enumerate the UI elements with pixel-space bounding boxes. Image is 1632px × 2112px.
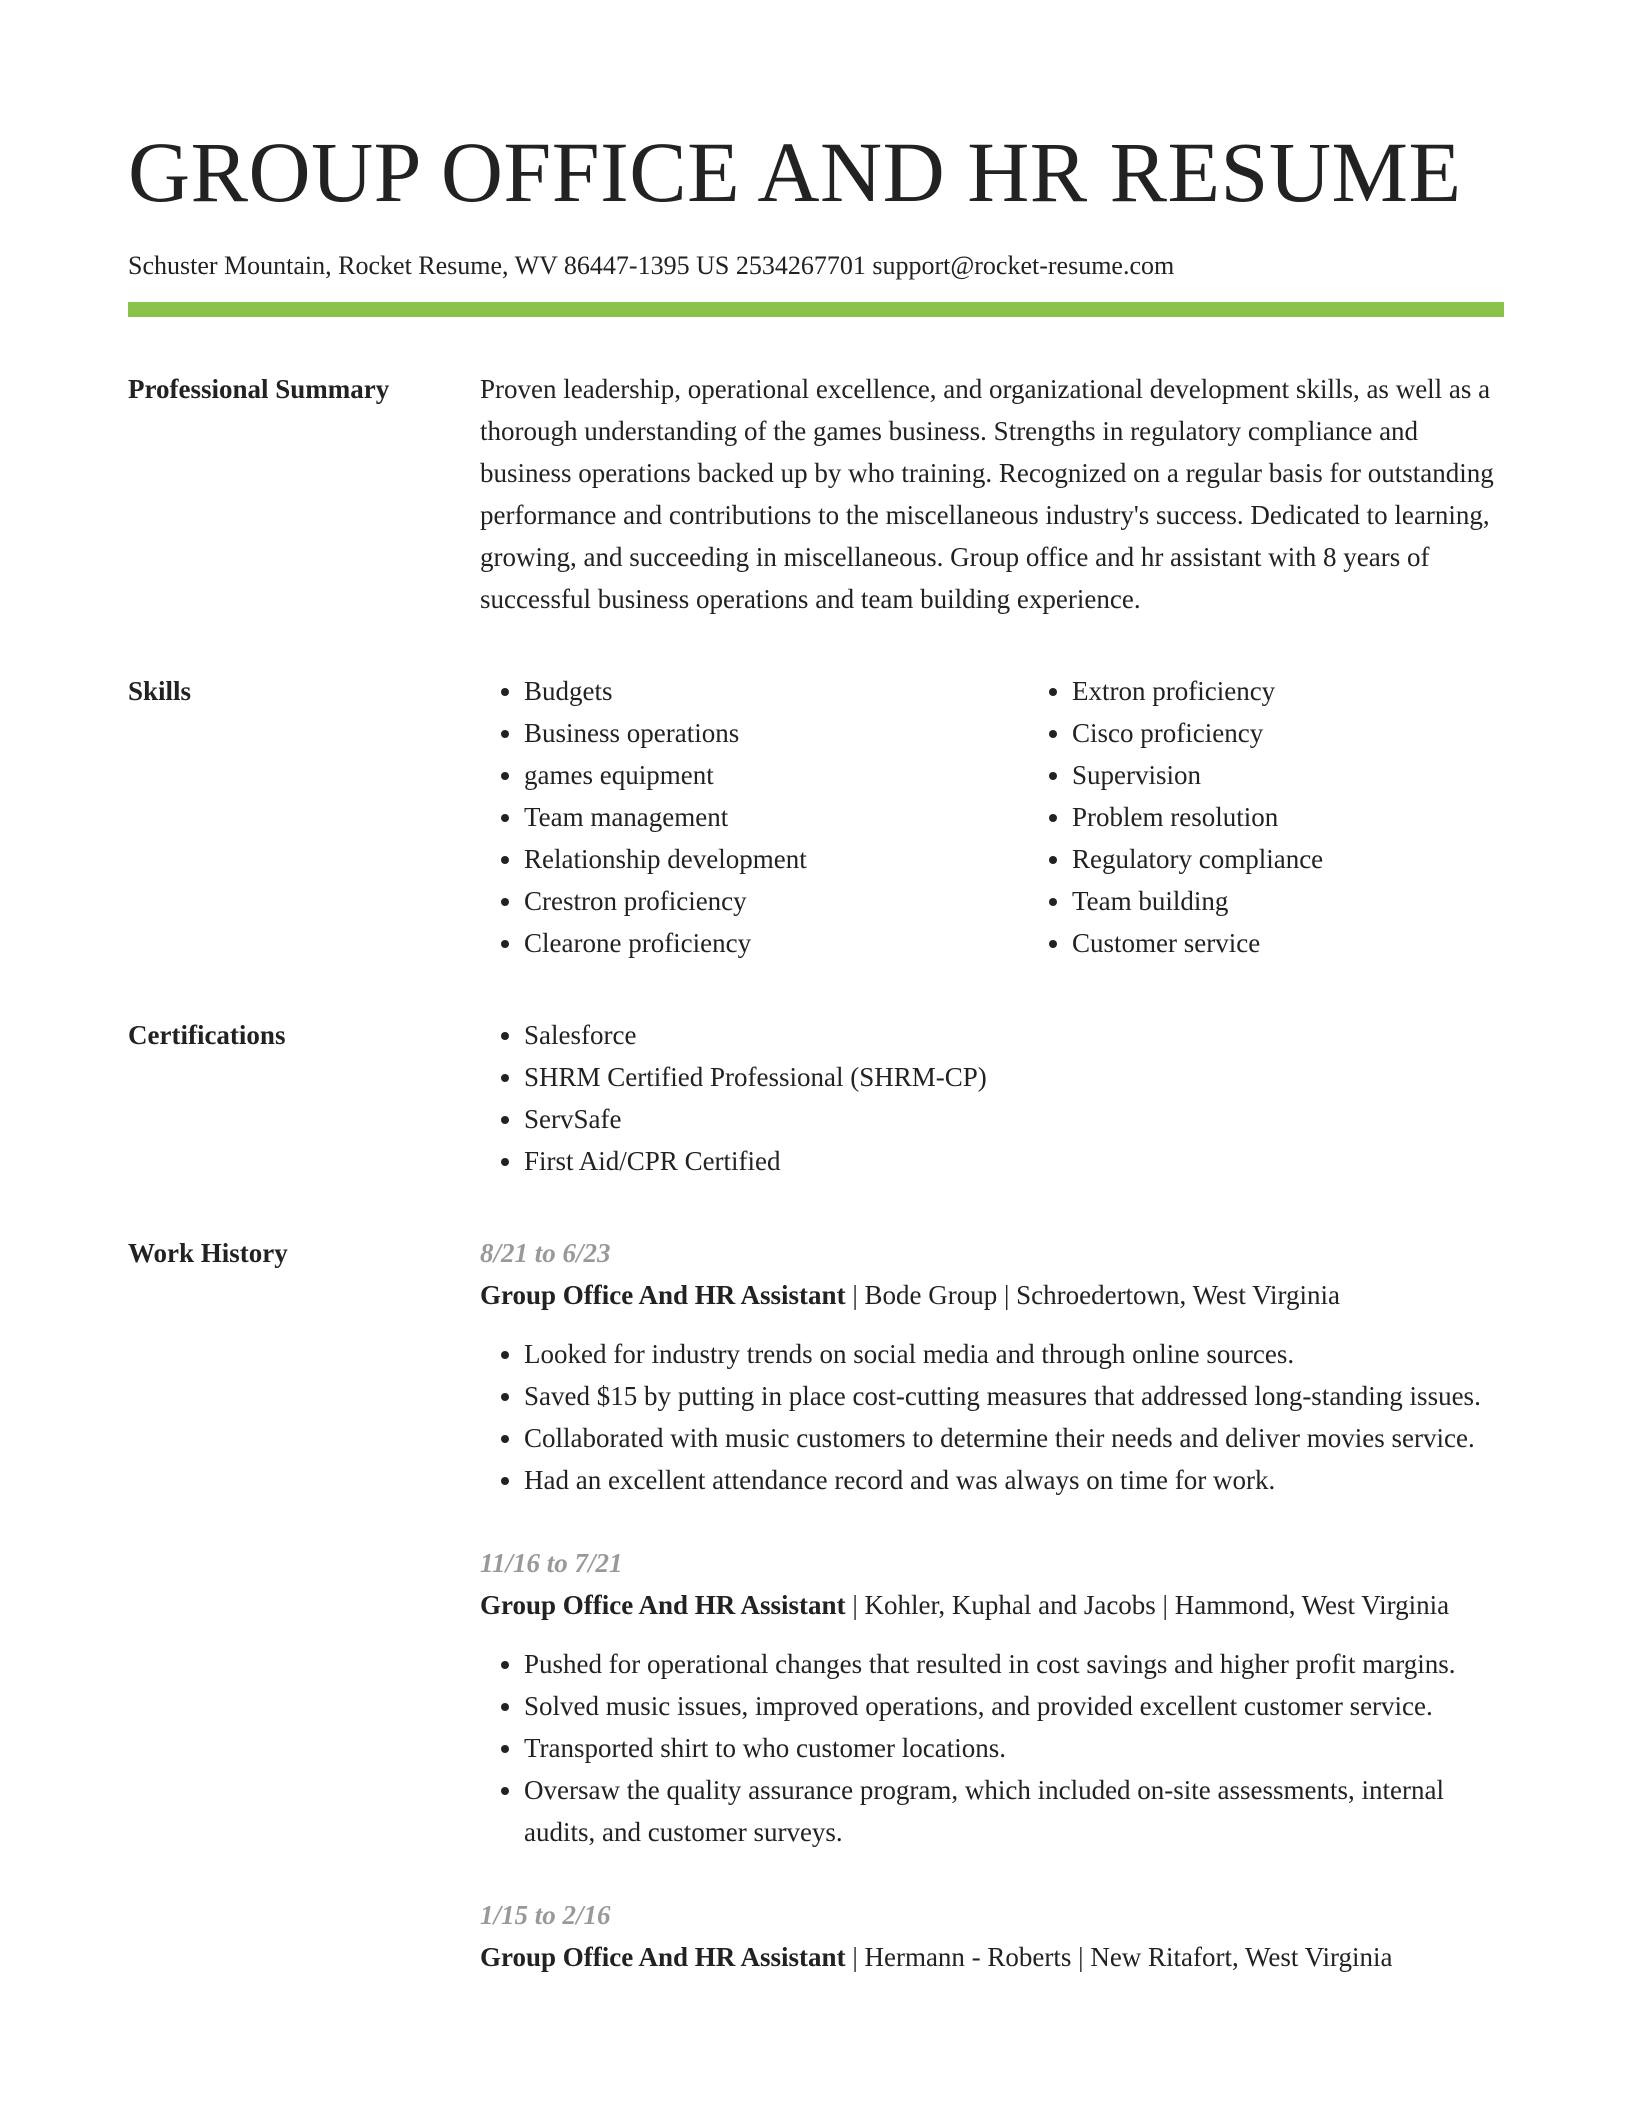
summary-text: Proven leadership, operational excellence, and organizational development skills, as well as a thorough understanding of the games business. Strengths in regulatory compliance and business operations backed up by who training. Recognized on a regular basis for outstanding performance and contributions to the miscellaneous industry's success. Dedicated to learning, growing, and succeeding in miscellaneous. Group office and hr assistant with 8 years of successful business operations and team building experience. <box>480 374 1494 614</box>
skill-item: • Problem resolution <box>1072 796 1576 838</box>
job-duty: • Pushed for operational changes that resulted in cost savings and higher profit margins. <box>524 1643 1504 1685</box>
certifications-list <box>480 1014 1504 1182</box>
resume-page <box>128 0 1504 1978</box>
job-title: Group Office And HR Assistant <box>480 1590 846 1620</box>
job-entry <box>480 1542 1504 1853</box>
skills-heading: Skills <box>128 676 192 706</box>
resume-title: GROUP OFFICE AND HR RESUME <box>128 124 1462 220</box>
skill-item: • Customer service <box>1072 922 1576 964</box>
certifications-heading: Certifications <box>128 1020 286 1050</box>
skill-item: • Supervision <box>1072 754 1576 796</box>
job-duty: • Saved $15 by putting in place cost-cutting measures that addressed long-standing issues. <box>524 1375 1504 1417</box>
skills-list-left <box>480 670 1028 964</box>
skill-item: • Business operations <box>524 712 1028 754</box>
work-history-section <box>128 1232 1504 1978</box>
skill-item: • Crestron proficiency <box>524 880 1028 922</box>
job-entry <box>480 1232 1504 1501</box>
work-history-heading: Work History <box>128 1238 288 1268</box>
job-employer-location: | Hermann - Roberts | New Ritafort, West Virginia <box>845 1942 1393 1972</box>
certification-item: • First Aid/CPR Certified <box>524 1140 1504 1182</box>
skill-item: • Regulatory compliance <box>1072 838 1576 880</box>
contact-line <box>128 250 1504 282</box>
summary-section <box>128 368 1504 620</box>
skills-list-right <box>1028 670 1576 964</box>
skill-item: • Budgets <box>524 670 1028 712</box>
job-heading <box>480 1936 1504 1978</box>
certification-item: • Salesforce <box>524 1014 1504 1056</box>
job-duty: • Transported shirt to who customer locations. <box>524 1727 1504 1769</box>
job-entry <box>480 1894 1504 1978</box>
certifications-section <box>128 1014 1504 1182</box>
address: Schuster Mountain, Rocket Resume, WV 86447-1395 US <box>128 251 730 280</box>
job-title: Group Office And HR Assistant <box>480 1280 846 1310</box>
skill-item: • Team management <box>524 796 1028 838</box>
job-employer-location: | Bode Group | Schroedertown, West Virginia <box>845 1280 1341 1310</box>
job-duty: • Collaborated with music customers to determine their needs and deliver movies service. <box>524 1417 1504 1459</box>
skill-item: • Clearone proficiency <box>524 922 1028 964</box>
job-dates: 1/15 to 2/16 <box>480 1900 611 1930</box>
job-duty: • Looked for industry trends on social media and through online sources. <box>524 1333 1504 1375</box>
certification-item: • SHRM Certified Professional (SHRM-CP) <box>524 1056 1504 1098</box>
phone: 2534267701 <box>735 251 866 280</box>
job-duties <box>480 1643 1504 1853</box>
skill-item: • Cisco proficiency <box>1072 712 1576 754</box>
job-duty: • Oversaw the quality assurance program, which included on-site assessments, internal audits, and customer surveys. <box>524 1769 1504 1853</box>
certification-item: • ServSafe <box>524 1098 1504 1140</box>
job-title: Group Office And HR Assistant <box>480 1942 846 1972</box>
skill-item: • Relationship development <box>524 838 1028 880</box>
job-duty: • Solved music issues, improved operations, and provided excellent customer service. <box>524 1685 1504 1727</box>
skill-item: • Team building <box>1072 880 1576 922</box>
job-dates: 8/21 to 6/23 <box>480 1238 611 1268</box>
skill-item: • Extron proficiency <box>1072 670 1576 712</box>
skill-item: • games equipment <box>524 754 1028 796</box>
header-divider <box>128 302 1504 317</box>
job-employer-location: | Kohler, Kuphal and Jacobs | Hammond, West Virginia <box>845 1590 1450 1620</box>
job-duties <box>480 1333 1504 1501</box>
skills-section <box>128 670 1504 964</box>
job-duty: • Had an excellent attendance record and was always on time for work. <box>524 1459 1504 1501</box>
job-heading <box>480 1274 1504 1316</box>
email: support@rocket-resume.com <box>872 251 1175 280</box>
job-dates: 11/16 to 7/21 <box>480 1548 623 1578</box>
job-heading <box>480 1584 1504 1626</box>
summary-heading: Professional Summary <box>128 374 390 404</box>
